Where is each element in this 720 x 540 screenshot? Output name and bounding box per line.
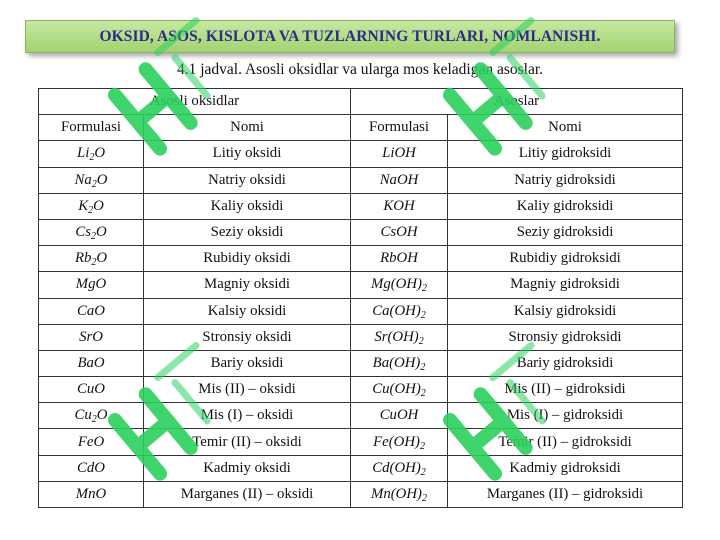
oxide-formula-cell: BaO bbox=[39, 350, 144, 376]
table-row bbox=[39, 298, 683, 324]
oxide-formula-cell: MgO bbox=[39, 272, 144, 298]
formula-subscript: 2 bbox=[420, 466, 426, 478]
oxide-formula-cell: SrO bbox=[39, 324, 144, 350]
table-row bbox=[39, 429, 683, 455]
base-formula-cell: $Mg(OH)_2$ bbox=[351, 272, 448, 298]
title-banner bbox=[25, 20, 675, 53]
base-name-cell: Magniy gidroksidi bbox=[448, 272, 683, 298]
oxide-name-cell: Litiy oksidi bbox=[144, 141, 351, 167]
base-formula-cell: NaOH bbox=[351, 167, 448, 193]
table-row bbox=[39, 141, 683, 167]
formula-subscript: 2 bbox=[421, 283, 427, 295]
formula-subscript: 2 bbox=[91, 178, 97, 190]
column-header-base-formula: Formulasi bbox=[351, 115, 448, 141]
table-row bbox=[39, 193, 683, 219]
column-header-oxide-formula: Formulasi bbox=[39, 115, 144, 141]
base-formula-cell: $Ba(OH)_2$ bbox=[351, 350, 448, 376]
group-header-row bbox=[39, 89, 683, 115]
table-caption: 4.1 jadval. Asosli oksidlar va ularga mos keladigan asoslar. bbox=[176, 61, 544, 78]
formula-subscript: 2 bbox=[420, 309, 426, 321]
table-row bbox=[39, 403, 683, 429]
base-name-cell: Mis (II) – gidroksidi bbox=[448, 377, 683, 403]
formula-subscript: 2 bbox=[419, 440, 425, 452]
base-formula-cell: $Fe(OH)_2$ bbox=[351, 429, 448, 455]
base-formula-cell: LiOH bbox=[351, 141, 448, 167]
base-name-cell: Kalsiy gidroksidi bbox=[448, 298, 683, 324]
table-row bbox=[39, 219, 683, 245]
oxide-formula-cell: $Na_2O$ bbox=[39, 167, 144, 193]
formula-subscript: 2 bbox=[420, 361, 426, 373]
oxide-name-cell: Mis (I) – oksidi bbox=[144, 403, 351, 429]
page-title: OKSID, ASOS, KISLOTA VA TUZLARNING TURLARI, NOMLANISHI. bbox=[99, 27, 601, 45]
formula-subscript: 2 bbox=[421, 492, 427, 504]
table-row bbox=[39, 455, 683, 481]
oxide-formula-cell: FeO bbox=[39, 429, 144, 455]
base-formula-cell: $Cu(OH)_2$ bbox=[351, 377, 448, 403]
oxide-name-cell: Seziy oksidi bbox=[144, 219, 351, 245]
formula-subscript: 2 bbox=[420, 388, 426, 400]
base-name-cell: Bariy gidroksidi bbox=[448, 350, 683, 376]
oxide-name-cell: Stronsiy oksidi bbox=[144, 324, 351, 350]
oxide-name-cell: Magniy oksidi bbox=[144, 272, 351, 298]
oxide-name-cell: Natriy oksidi bbox=[144, 167, 351, 193]
base-formula-cell: CuOH bbox=[351, 403, 448, 429]
oxide-formula-cell: $Li_2O$ bbox=[39, 141, 144, 167]
base-formula-cell: CsOH bbox=[351, 219, 448, 245]
oxide-formula-cell: $Rb_2O$ bbox=[39, 246, 144, 272]
formula-subscript: 2 bbox=[91, 414, 97, 426]
base-formula-cell: RbOH bbox=[351, 246, 448, 272]
base-name-cell: Litiy gidroksidi bbox=[448, 141, 683, 167]
table-row bbox=[39, 272, 683, 298]
base-name-cell: Kaliy gidroksidi bbox=[448, 193, 683, 219]
table-row bbox=[39, 350, 683, 376]
oxide-name-cell: Bariy oksidi bbox=[144, 350, 351, 376]
oxide-name-cell: Rubidiy oksidi bbox=[144, 246, 351, 272]
column-header-row bbox=[39, 115, 683, 141]
oxide-formula-cell: $Cu_2O$ bbox=[39, 403, 144, 429]
oxide-formula-cell: CdO bbox=[39, 455, 144, 481]
base-name-cell: Seziy gidroksidi bbox=[448, 219, 683, 245]
base-formula-cell: $Mn(OH)_2$ bbox=[351, 481, 448, 507]
oxide-formula-cell: $K_2O$ bbox=[39, 193, 144, 219]
oxide-name-cell: Temir (II) – oksidi bbox=[144, 429, 351, 455]
group-header-bases: Asoslar bbox=[351, 89, 683, 115]
base-name-cell: Marganes (II) – gidroksidi bbox=[448, 481, 683, 507]
base-name-cell: Mis (I) – gidroksidi bbox=[448, 403, 683, 429]
formula-subscript: 2 bbox=[88, 204, 94, 216]
base-name-cell: Rubidiy gidroksidi bbox=[448, 246, 683, 272]
table-row bbox=[39, 167, 683, 193]
table-row bbox=[39, 481, 683, 507]
oxide-formula-cell: MnO bbox=[39, 481, 144, 507]
base-formula-cell: $Sr(OH)_2$ bbox=[351, 324, 448, 350]
oxide-name-cell: Kaliy oksidi bbox=[144, 193, 351, 219]
base-formula-cell: $Ca(OH)_2$ bbox=[351, 298, 448, 324]
formula-subscript: 2 bbox=[90, 231, 96, 243]
base-name-cell: Kadmiy gidroksidi bbox=[448, 455, 683, 481]
oxide-name-cell: Kalsiy oksidi bbox=[144, 298, 351, 324]
base-name-cell: Natriy gidroksidi bbox=[448, 167, 683, 193]
oxide-formula-cell: $Cs_2O$ bbox=[39, 219, 144, 245]
oxide-name-cell: Mis (II) – oksidi bbox=[144, 377, 351, 403]
oxides-bases-table bbox=[38, 88, 683, 508]
column-header-base-name: Nomi bbox=[448, 115, 683, 141]
table-row bbox=[39, 324, 683, 350]
column-header-oxide-name: Nomi bbox=[144, 115, 351, 141]
oxide-formula-cell: CuO bbox=[39, 377, 144, 403]
table-body bbox=[39, 141, 683, 508]
formula-subscript: 2 bbox=[91, 257, 97, 269]
base-name-cell: Stronsiy gidroksidi bbox=[448, 324, 683, 350]
oxide-formula-cell: CaO bbox=[39, 298, 144, 324]
oxide-name-cell: Kadmiy oksidi bbox=[144, 455, 351, 481]
table-row bbox=[39, 246, 683, 272]
formula-subscript: 2 bbox=[89, 152, 95, 164]
formula-subscript: 2 bbox=[418, 335, 424, 347]
table-row bbox=[39, 377, 683, 403]
oxide-name-cell: Marganes (II) – oksidi bbox=[144, 481, 351, 507]
base-formula-cell: KOH bbox=[351, 193, 448, 219]
base-name-cell: Temir (II) – gidroksidi bbox=[448, 429, 683, 455]
base-formula-cell: $Cd(OH)_2$ bbox=[351, 455, 448, 481]
group-header-oxides: Asosli oksidlar bbox=[39, 89, 351, 115]
